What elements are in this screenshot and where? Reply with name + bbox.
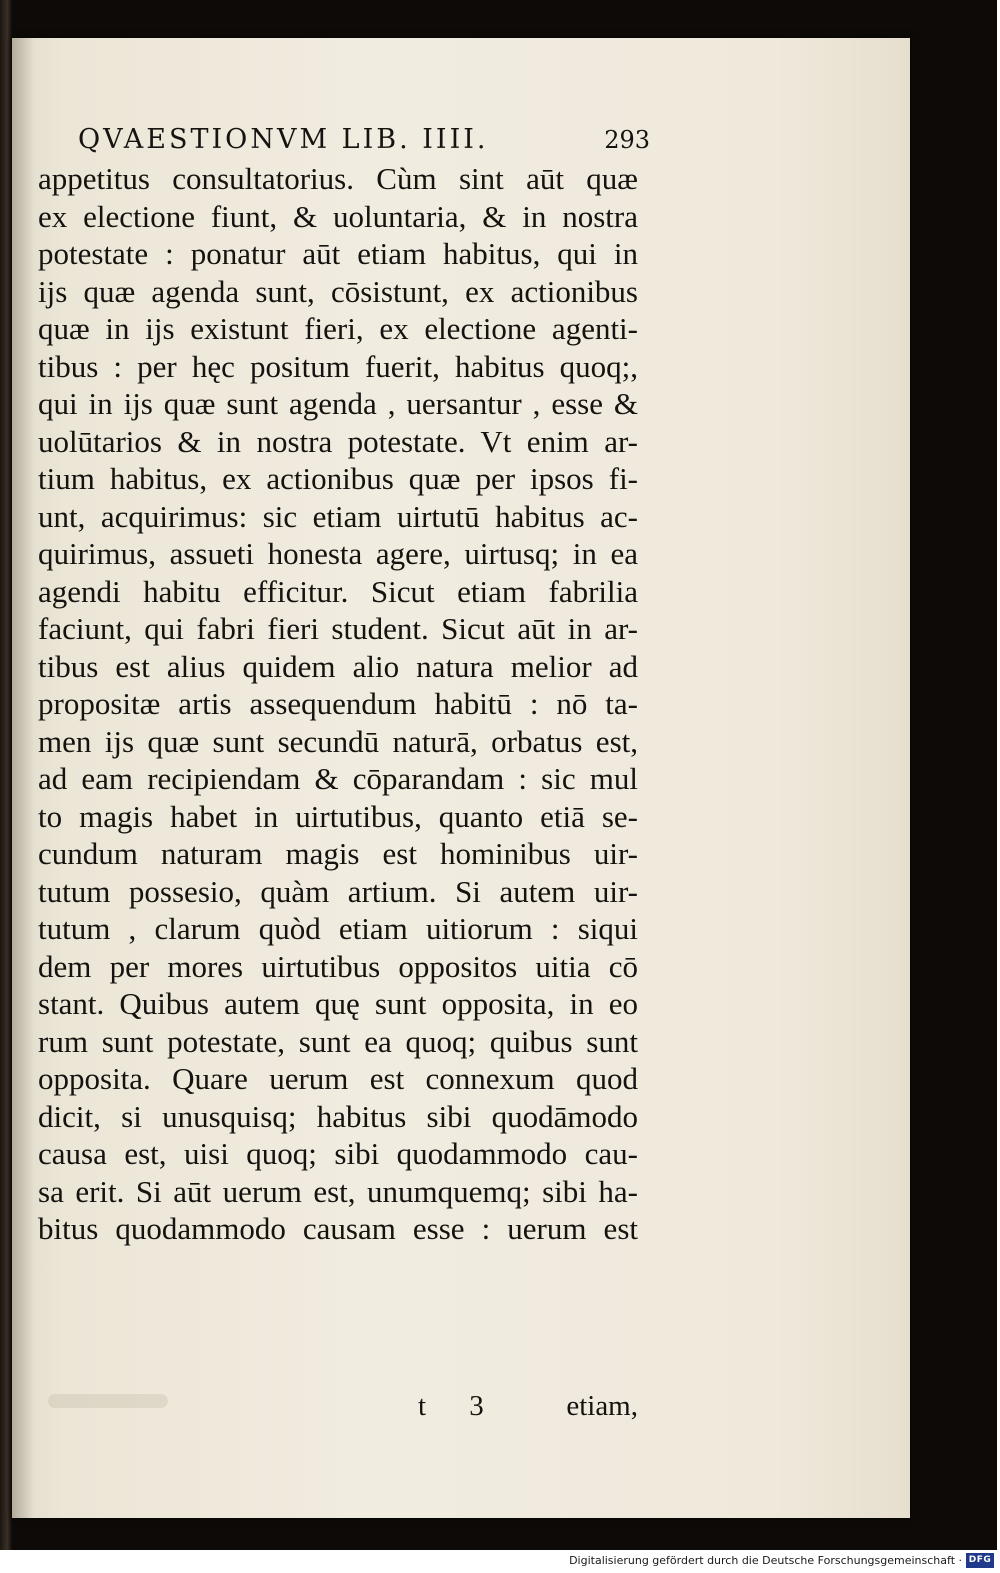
text-line: causa est, uisi quoq; sibi quodammodo cau- xyxy=(38,1136,638,1171)
text-line: faciunt, qui fabri fieri student. Sicut aūt in ar- xyxy=(38,611,638,646)
text-line: bitus quodammodo causam esse : uerum est xyxy=(38,1211,638,1246)
text-line: sa erit. Si aūt uerum est, unumquemq; sibi ha- xyxy=(38,1173,638,1209)
text-line: tibus est alius quidem alio natura melior ad xyxy=(38,648,638,684)
text-line: appetitus consultatorius. Cùm sint aūt quæ xyxy=(38,161,638,196)
text-line: potestate : ponatur aūt etiam habitus, qui in xyxy=(38,236,638,271)
text-line: cundum naturam magis est hominibus uir- xyxy=(38,836,638,871)
text-line: dicit, si unusquisq; habitus sibi quodāmodo xyxy=(38,1098,638,1134)
text-line: tutum , clarum quòd etiam uitiorum : siqui xyxy=(38,911,638,946)
catch-line xyxy=(38,1388,638,1428)
running-head-title: QVAESTIONVM LIB. IIII. xyxy=(78,124,489,155)
text-line: tium habitus, ex actionibus quæ per ipsos fi- xyxy=(38,461,638,496)
text-line: men ijs quæ sunt secundū naturā, orbatus est, xyxy=(38,723,638,759)
dfg-logo: DFG xyxy=(966,1553,994,1568)
running-head xyxy=(78,124,650,164)
text-line: propositæ artis assequendum habitū : nō ta- xyxy=(38,686,638,721)
text-line: quirimus, assueti honesta agere, uirtusq; in ea xyxy=(38,536,638,571)
signature-mark: t 3 xyxy=(418,1390,502,1422)
body-text xyxy=(38,160,638,1422)
page-number: 293 xyxy=(604,126,650,154)
text-line: dem per mores uirtutibus oppositos uitia cō xyxy=(38,948,638,984)
gutter-shadow xyxy=(12,38,34,1518)
binding-edge xyxy=(0,0,12,1550)
text-line: ijs quæ agenda sunt, cōsistunt, ex actionibus xyxy=(38,273,638,309)
text-line: stant. Quibus autem quę sunt opposita, in eo xyxy=(38,986,638,1021)
book-page xyxy=(12,38,910,1518)
text-line: tibus : per hęc positum fuerit, habitus quoq;, xyxy=(38,348,638,384)
catchword: etiam, xyxy=(566,1390,638,1422)
text-line: rum sunt potestate, sunt ea quoq; quibus sunt xyxy=(38,1023,638,1059)
text-line: opposita. Quare uerum est connexum quod xyxy=(38,1061,638,1096)
text-line: qui in ijs quæ sunt agenda , uersantur , esse & xyxy=(38,386,638,421)
text-line: ad eam recipiendam & cōparandam : sic mul xyxy=(38,761,638,796)
text-line: unt, acquirimus: sic etiam uirtutū habitus ac- xyxy=(38,498,638,534)
text-line: ex electione fiunt, & uoluntaria, & in nostra xyxy=(38,198,638,234)
text-line: agendi habitu efficitur. Sicut etiam fabrilia xyxy=(38,573,638,609)
text-line: uolūtarios & in nostra potestate. Vt enim ar- xyxy=(38,423,638,459)
text-line: quæ in ijs existunt fieri, ex electione agenti- xyxy=(38,311,638,346)
text-line: tutum possesio, quàm artium. Si autem uir- xyxy=(38,873,638,909)
text-line: to magis habet in uirtutibus, quanto etiā se- xyxy=(38,798,638,834)
funding-credit: Digitalisierung gefördert durch die Deutsche Forschungsgemeinschaft · xyxy=(569,1554,962,1567)
footer-bar xyxy=(0,1550,1000,1573)
